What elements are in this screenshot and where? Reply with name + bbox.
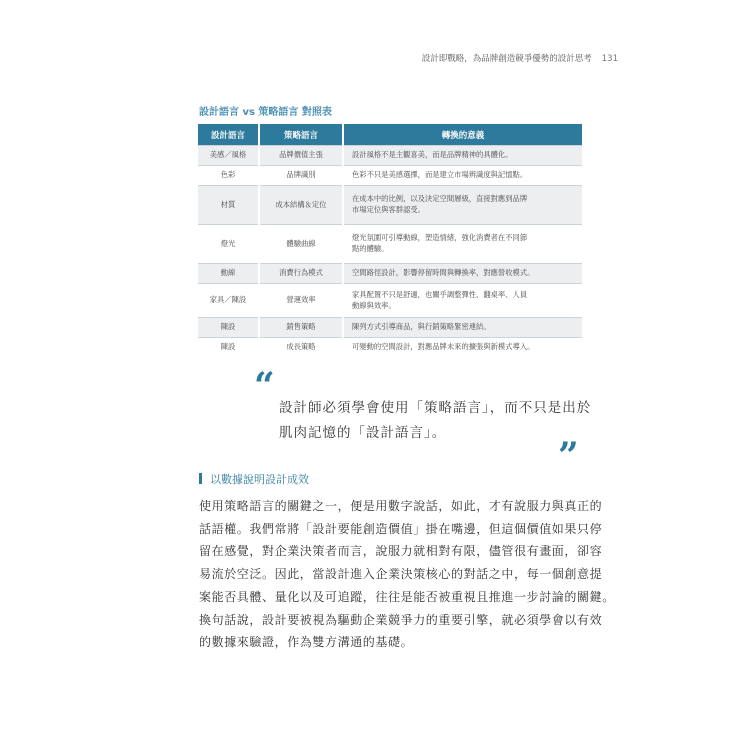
table-row <box>198 338 582 358</box>
cell-meaning <box>343 318 582 338</box>
cell-meaning-line: 市場定位與客群認受。 <box>352 205 425 214</box>
cell-meaning-line: 色彩不只是美感選擇，而是建立市場辨識度與記憶點。 <box>352 170 528 180</box>
cell-meaning-line: 陳列方式引導商品，與行銷策略緊密連結。 <box>352 322 491 332</box>
page-number: 131 <box>601 54 618 64</box>
cell-meaning <box>343 166 582 186</box>
cell-strategy: 品牌價值主張 <box>259 146 343 166</box>
table-title: 設計語言 vs 策略語言 對照表 <box>199 107 332 118</box>
cell-meaning <box>343 284 582 318</box>
body-paragraph <box>199 495 615 654</box>
table-row <box>198 318 582 338</box>
cell-meaning <box>343 338 582 358</box>
cell-meaning-line: 點的體驗。 <box>352 244 389 253</box>
table-header-row <box>198 124 582 146</box>
cell-meaning-line: 空間路徑設計，影響停留時間與轉換率，對應營收模式。 <box>352 268 535 278</box>
open-quote-icon: “ <box>254 365 275 407</box>
cell-meaning-line: 設計風格不是主觀喜美，而是品牌精神的具體化。 <box>352 150 513 160</box>
comparison-table <box>198 124 582 357</box>
cell-design: 美感／風格 <box>198 146 259 166</box>
column-header-strategy: 策略語言 <box>259 124 343 146</box>
cell-design: 陳設 <box>198 338 259 358</box>
paragraph-line: 的數據來驗證，作為雙方溝通的基礎。 <box>199 635 414 650</box>
paragraph-line: 留在感覺，對企業決策者而言，說服力就相對有限，儘管很有畫面，卻容 <box>199 544 603 559</box>
cell-design: 色彩 <box>198 166 259 186</box>
column-header-meaning: 轉換的意義 <box>343 124 582 146</box>
paragraph-line: 換句話說，設計要被視為驅動企業競爭力的重要引擎，就必須學會以有效 <box>199 612 603 627</box>
cell-design: 家具／陳設 <box>198 284 259 318</box>
cell-strategy: 營運效率 <box>259 284 343 318</box>
cell-meaning <box>343 146 582 166</box>
table-row <box>198 166 582 186</box>
cell-strategy: 銷售策略 <box>259 318 343 338</box>
cell-meaning-line: 可變動的空間設計，對應品牌未來的擴張與新模式導入。 <box>352 342 535 352</box>
cell-meaning-line: 在成本中的比例，以及決定空間層級，直接對應到品牌 <box>352 194 528 204</box>
column-header-design: 設計語言 <box>198 124 259 146</box>
cell-strategy: 成本結構＆定位 <box>259 186 343 225</box>
cell-strategy: 成長策略 <box>259 338 343 358</box>
table-row <box>198 186 582 225</box>
table-row <box>198 284 582 318</box>
section-heading-text: 以數據說明設計成效 <box>210 473 309 486</box>
table-row <box>198 225 582 264</box>
table-row <box>198 264 582 284</box>
cell-design: 材質 <box>198 186 259 225</box>
cell-meaning <box>343 186 582 225</box>
pull-quote: 設計師必須學會使用「策略語言」，而不只是出於肌肉記憶的「設計語言」。 <box>279 400 592 441</box>
paragraph-line: 易流於空泛。因此，當設計進入企業決策核心的對話之中，每一個創意提 <box>199 567 603 582</box>
cell-meaning <box>343 264 582 284</box>
cell-strategy: 消費行為模式 <box>259 264 343 284</box>
cell-meaning <box>343 225 582 264</box>
section-bar-icon <box>199 473 202 484</box>
running-title: 設計即戰略，為品牌創造競爭優勢的設計思考 <box>421 54 592 64</box>
paragraph-line: 使用策略語言的關鍵之一，便是用數字說話，如此，才有說服力與真正的 <box>199 499 603 513</box>
cell-meaning-line: 燈光氛圍可引導動線，塑造情緒，強化消費者在不同節 <box>352 233 528 243</box>
cell-strategy: 品牌識別 <box>259 166 343 186</box>
cell-design: 動線 <box>198 264 259 284</box>
running-header <box>330 52 618 64</box>
cell-design: 陳設 <box>198 318 259 338</box>
cell-meaning-line: 家具配置不只是舒適，也關乎調整彈性、翻桌率、人員 <box>352 289 528 299</box>
cell-design: 燈光 <box>198 225 259 264</box>
paragraph-line: 案能否具體、量化以及可追蹤，往往是能否被重視且推進一步討論的關鍵。 <box>199 589 615 604</box>
cell-strategy: 體驗曲線 <box>259 225 343 264</box>
table-row <box>198 146 582 166</box>
cell-meaning-line: 動線與效率。 <box>352 300 396 310</box>
close-quote-icon: ” <box>558 435 579 477</box>
paragraph-line: 話語權。我們常將「設計要能創造價值」掛在嘴邊，但這個價值如果只停 <box>199 521 603 536</box>
section-heading <box>199 473 309 487</box>
